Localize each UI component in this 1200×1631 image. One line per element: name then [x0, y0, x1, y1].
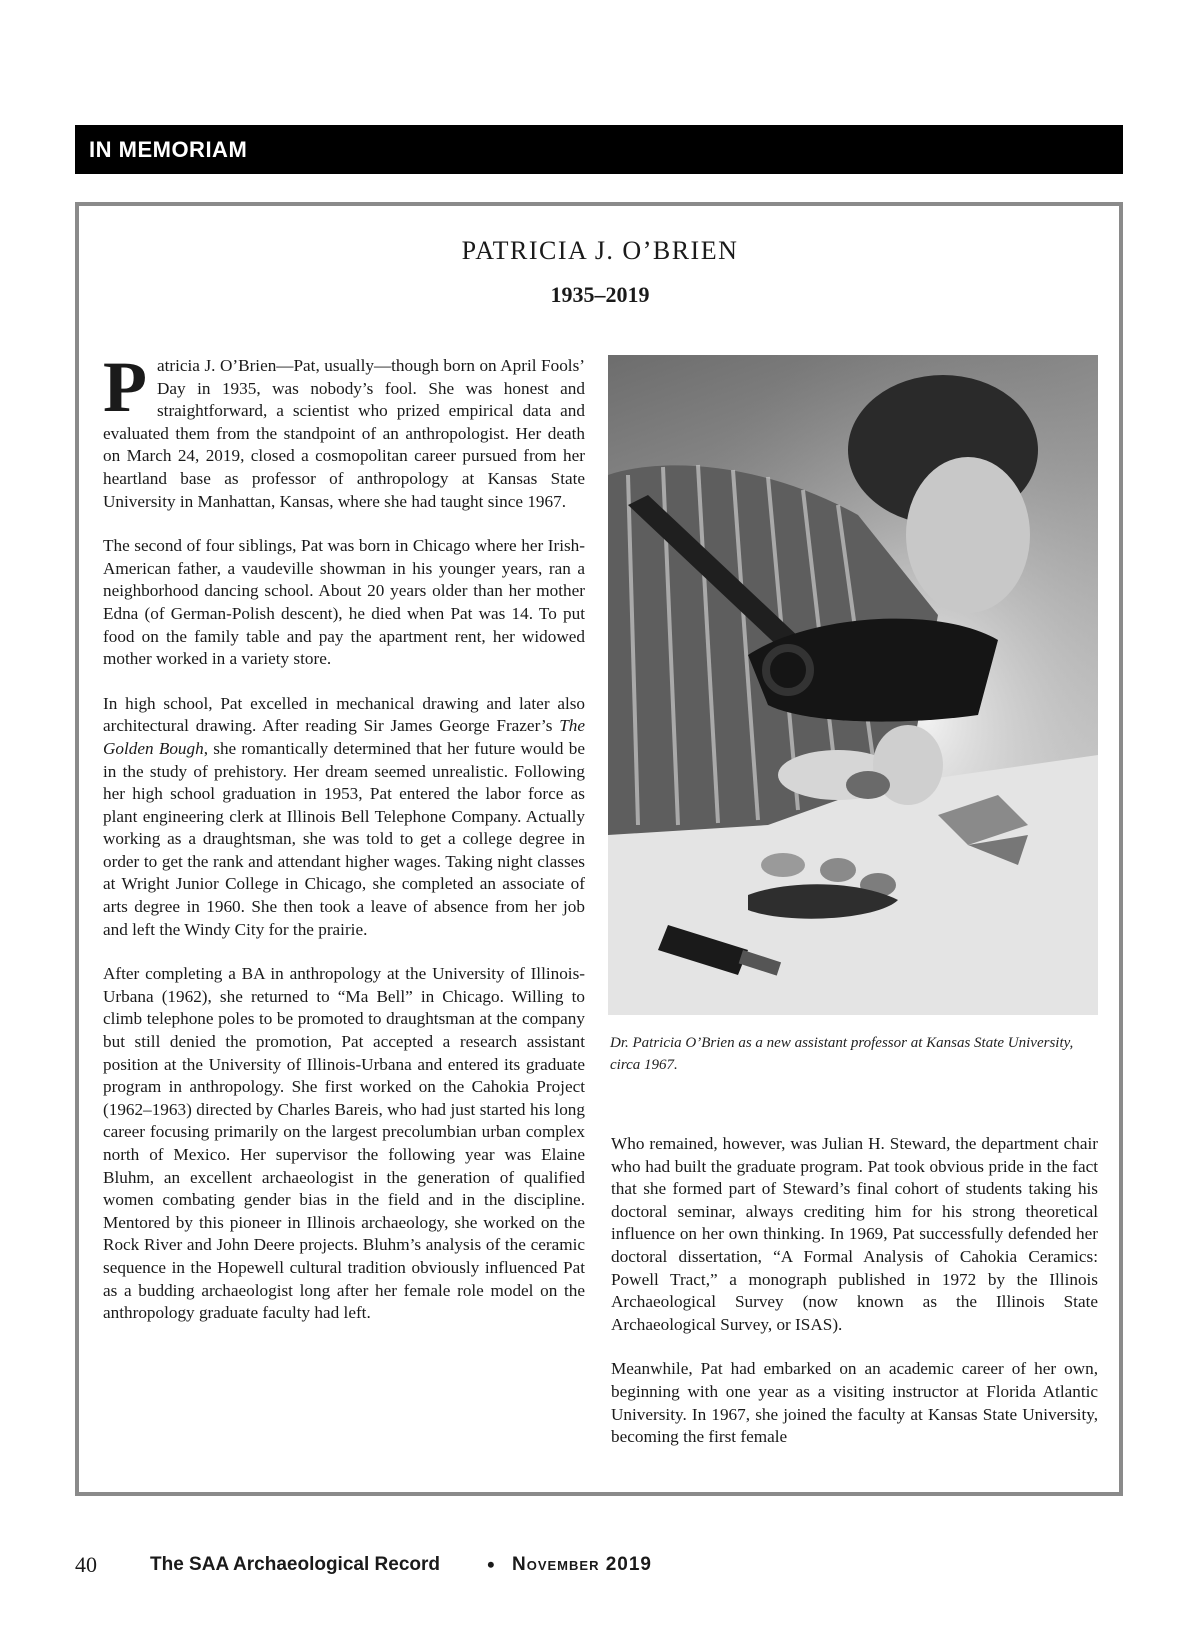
book-title: The Golden Bough	[103, 716, 585, 758]
paragraph-3-text-a: In high school, Pat excelled in mechanical drawing and later also architectural drawing. After reading Sir James George Frazer’s	[103, 693, 585, 736]
paragraph-2: The second of four siblings, Pat was born in Chicago where her Irish-American father, a vaudeville showman in his younger years, ran a neighborhood dancing school. About 20 years older than her mother Edna (of German-Polish descent), he died when Pat was 14. To put food on the family table and pay the apartment rent, her widowed mother worked in a variety store.	[103, 536, 585, 669]
right-column	[611, 1133, 1098, 1471]
section-banner: IN MEMORIAM	[75, 125, 1123, 174]
journal-name: The SAA Archaeological Record	[150, 1554, 440, 1575]
life-years: 1935–2019	[550, 282, 650, 307]
article-title: PATRICIA J. O’BRIEN	[461, 236, 739, 265]
right-paragraph-2: Meanwhile, Pat had embarked on an academic career of her own, beginning with one year as a visiting instructor at Florida Atlantic University. In 1967, she joined the faculty at Kansas State University, becoming the first female	[611, 1359, 1098, 1447]
paragraph-1-text: atricia J. O’Brien—Pat, usually—though born on April Fools’ Day in 1935, was nobody’s fool. She was honest and straightforward, a scientist who prized empirical data and evaluated them from the standpoint of an anthropologist. Her death on March 24, 2019, closed a cosmopolitan career pursued from her heartland base as professor of anthropology at Kansas State University in Manhattan, Kansas, where she had taught since 1967.	[103, 356, 585, 511]
portrait-photo	[608, 355, 1098, 1015]
photo-caption: Dr. Patricia O’Brien as a new assistant professor at Kansas State University, circa 1967.	[610, 1035, 1074, 1073]
issue-date: November 2019	[512, 1554, 652, 1575]
paragraph-4: After completing a BA in anthropology at the University of Illinois-Urbana (1962), she returned to “Ma Bell” in Chicago. Willing to climb telephone poles to be promoted to draughtsman at the company but still denied the promotion, Pat accepted a research assistant position at the University of Illinois-Urbana and entered its graduate program in anthropology. She first worked on the Cahokia Project (1962–1963) directed by Charles Bareis, who had just started his long career focusing primarily on the largest precolumbian urban complex north of Mexico. Her supervisor the following year was Elaine Bluhm, an excellent archaeologist in the generation of qualified women combating gender bias in the field and in the discipline. Mentored by this pioneer in Illinois archaeology, she worked on the Rock River and John Deere projects. Bluhm’s analysis of the ceramic sequence in the Hopewell cultural tradition obviously influenced Pat as a budding archaeologist long after her female role model on the anthropology graduate faculty had left.	[103, 964, 585, 1323]
photo-illustration	[608, 355, 1098, 1015]
drop-cap: P	[103, 347, 147, 427]
page-footer	[75, 1550, 1123, 1580]
footer-bullet: •	[487, 1552, 495, 1577]
paragraph-1	[103, 347, 585, 513]
paragraph-3	[103, 693, 585, 942]
right-paragraph-1: Who remained, however, was Julian H. Steward, the department chair who had built the graduate program. Pat took obvious pride in the fact that she formed part of Steward’s final cohort of students taking his doctoral seminar, always crediting him for his strong theoretical influence on her own thinking. In 1969, Pat successfully defended her doctoral dissertation, “A Formal Analysis of Cahokia Ceramics: Powell Tract,” a monograph published in 1972 by the Illinois Archaeological Survey (now known as the Illinois State Archaeological Survey, or ISAS).	[611, 1134, 1098, 1334]
paragraph-3-text-b: , she romantically determined that her future would be in the study of prehistory. Her dream seemed unrealistic. Following her high school graduation in 1953, Pat entered the labor force as plant engineering clerk at Illinois Bell Telephone Company. Actually working as a draughtsman, she was told to get a college degree in order to get the rank and attendant higher wages. Taking night classes at Wright Junior College in Chicago, she completed an associate of arts degree in 1960. She then took a leave of absence from her job and left the Windy City for the prairie.	[103, 738, 585, 939]
left-column	[103, 347, 585, 1347]
page-number: 40	[75, 1552, 97, 1577]
